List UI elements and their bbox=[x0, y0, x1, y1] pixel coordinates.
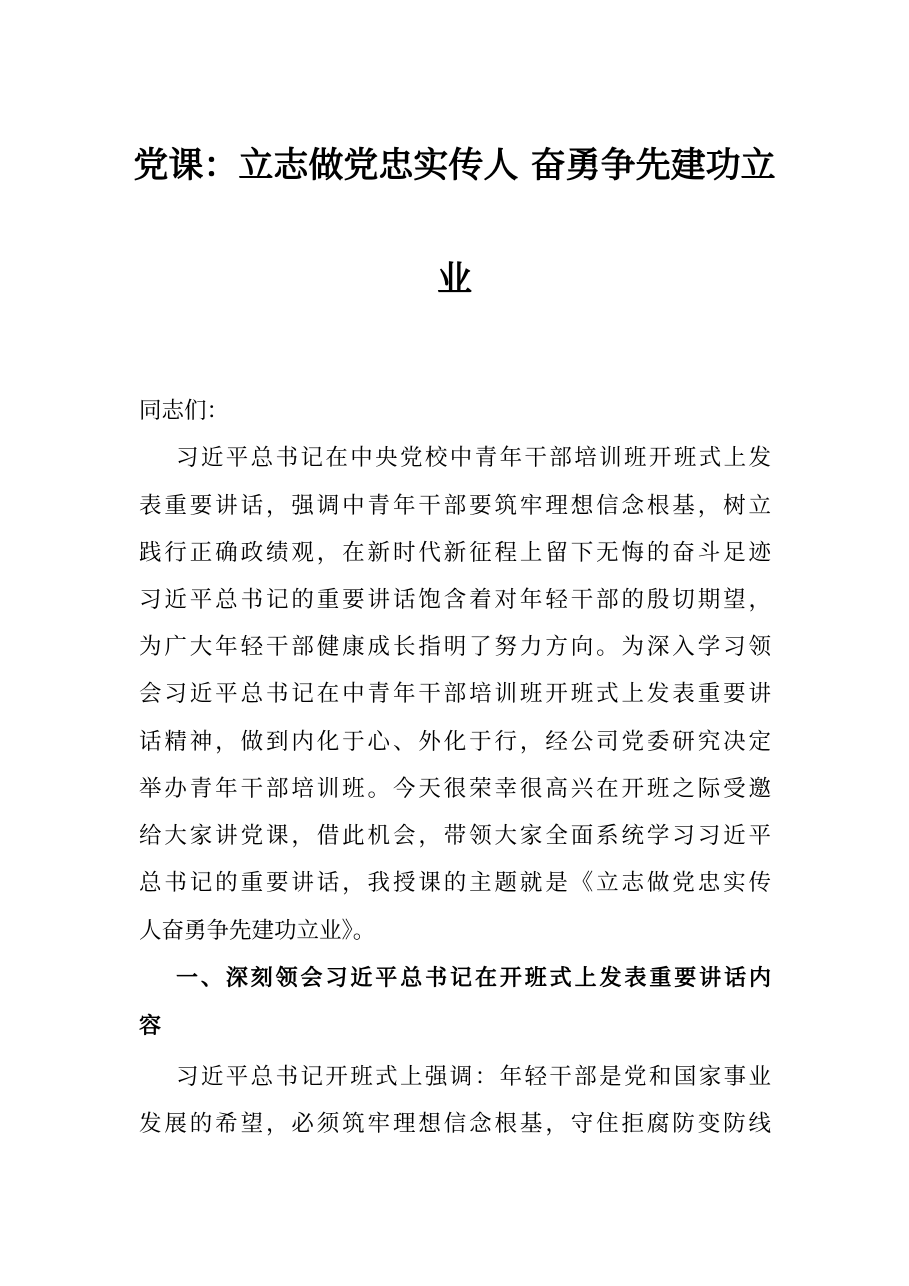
section-heading-line: 容 bbox=[139, 1014, 162, 1039]
paragraph-1-line: 为广大年轻干部健康成长指明了努力方向。为深入学习领 bbox=[139, 634, 771, 660]
paragraph-1-line: 表重要讲话，强调中青年干部要筑牢理想信念根基，树立 bbox=[139, 493, 771, 519]
paragraph-1-line: 给大家讲党课，借此机会，带领大家全面系统学习习近平 bbox=[139, 823, 771, 849]
document-title-line-1: 党课：立志做党忠实传人 奋勇争先建功立 bbox=[133, 146, 776, 186]
paragraph-1-line: 习近平总书记的重要讲话饱含着对年轻干部的殷切期望， bbox=[139, 587, 771, 613]
paragraph-1-line: 人奋勇争先建功立业》。 bbox=[139, 918, 376, 944]
section-heading-line: 一、深刻领会习近平总书记在开班式上发表重要讲话内 bbox=[176, 966, 771, 991]
paragraph-1-line: 会习近平总书记在中青年干部培训班开班式上发表重要讲 bbox=[139, 681, 771, 707]
document-title-line-2: 业 bbox=[436, 260, 472, 300]
salutation: 同志们： bbox=[139, 398, 230, 424]
paragraph-1-line: 践行正确政绩观，在新时代新征程上留下无悔的奋斗足迹 bbox=[139, 540, 771, 566]
paragraph-1-line: 话精神，做到内化于心、外化于行，经公司党委研究决定 bbox=[139, 729, 771, 755]
paragraph-1-line: 举办青年干部培训班。今天很荣幸很高兴在开班之际受邀 bbox=[139, 776, 771, 802]
paragraph-2-line: 发展的希望，必须筑牢理想信念根基，守住拒腐防变防线 bbox=[139, 1111, 771, 1137]
paragraph-1-line: 总书记的重要讲话，我授课的主题就是《立志做党忠实传 bbox=[139, 870, 771, 896]
paragraph-1-line: 习近平总书记在中央党校中青年干部培训班开班式上发 bbox=[176, 445, 771, 471]
paragraph-2-line: 习近平总书记开班式上强调：年轻干部是党和国家事业 bbox=[176, 1064, 771, 1090]
